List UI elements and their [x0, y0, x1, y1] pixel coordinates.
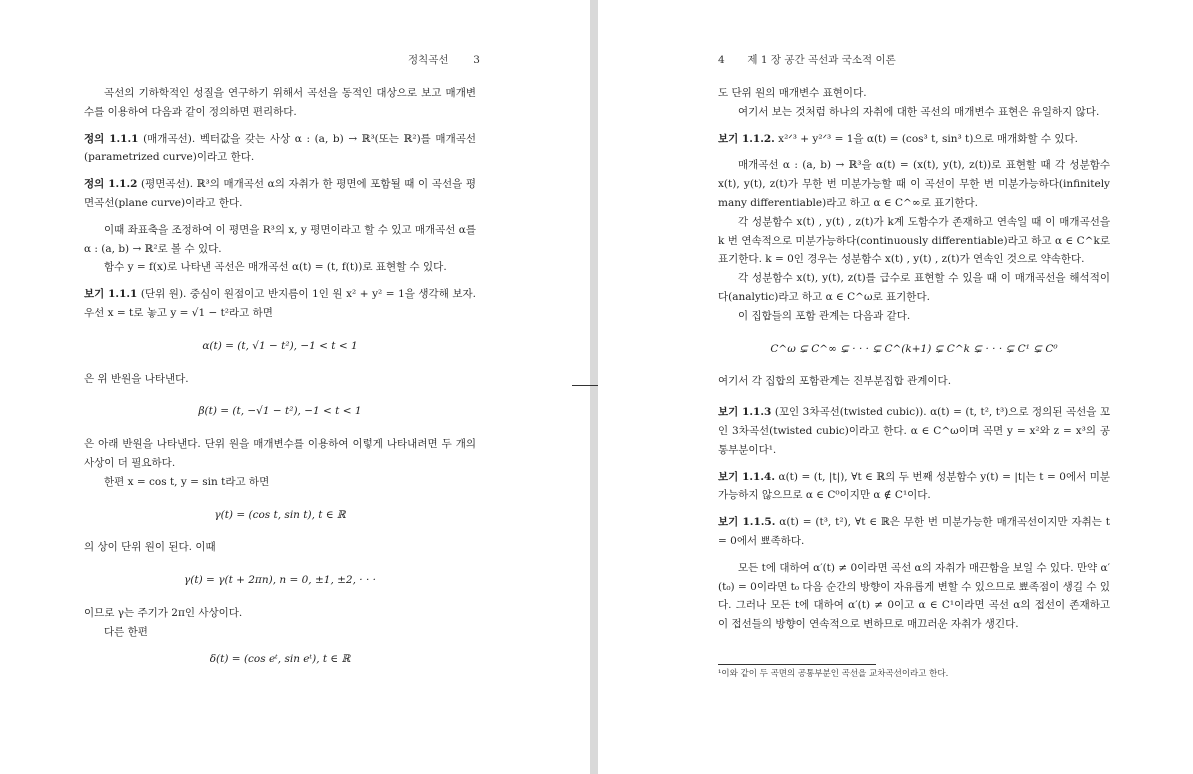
equation-beta: β(t) = (t, −√1 − t²), −1 < t < 1 — [198, 405, 362, 418]
def-1-title: (매개곡선). — [143, 132, 196, 145]
example-1-1-2 — [718, 130, 1110, 149]
ex-1-title: (단위 원). — [140, 288, 187, 301]
inclusion-text: 여기서 각 집합의 포함관계는 진부분집합 관계이다. — [718, 375, 952, 388]
footnote: ¹이와 같이 두 곡면의 공통부분인 곡선을 교차곡선이라고 한다. — [718, 668, 949, 679]
inclusion-paragraph: 이 집합들의 포함 관계는 다음과 같다. — [738, 309, 911, 322]
example-1-1-1 — [84, 285, 476, 323]
period-text: 이므로 γ는 주기가 2π인 사상이다. — [84, 606, 243, 619]
def-2-body: ℝ³의 매개곡선 α의 자취가 한 평면에 포함될 때 이 곡선을 평면곡선(plane curve)이라고 한다. — [84, 178, 476, 209]
equation-inclusion: C^ω ⊊ C^∞ ⊊ · · · ⊊ C^(k+1) ⊊ C^k ⊊ · · · ⊊ C¹ ⊊ C⁰ — [770, 342, 1058, 355]
left-page — [0, 0, 590, 774]
def-2-title: (평면곡선). — [141, 178, 194, 191]
example-1-1-4 — [718, 468, 1110, 506]
continuation-line: 도 단위 원의 매개변수 표현이다. — [718, 87, 867, 99]
analytic-paragraph: 각 성분함수 x(t), y(t), z(t)를 급수로 표현할 수 있을 때 이 매개곡선을 해석적이다(analytic)라고 하고 α ∈ C^ω로 표기한다. — [718, 272, 1110, 303]
equation-delta: δ(t) = (cos eᵗ, sin eᵗ), t ∈ ℝ — [209, 652, 351, 665]
ex-5-body: α(t) = (t³, t²), ∀t ∈ ℝ은 무한 번 미분가능한 매개곡선이지만 자취는 t = 0에서 뾰족하다. — [718, 516, 1111, 547]
equation-alpha: α(t) = (t, √1 − t²), −1 < t < 1 — [202, 339, 358, 352]
right-header-title: 제 1 장 공간 곡선과 국소적 이론 — [747, 54, 896, 66]
intro-paragraph: 곡선의 기하학적인 성질을 연구하기 위해서 곡선을 동적인 대상으로 보고 매개변수를 이용하여 다음과 같이 정의하면 편리하다. — [84, 87, 476, 118]
right-content — [718, 84, 1110, 681]
right-page — [598, 0, 1193, 774]
ex-2-label: 보기 1.1.2. — [718, 132, 775, 145]
ex-5-label: 보기 1.1.5. — [718, 516, 776, 529]
ex-3-label: 보기 1.1.3 — [718, 406, 772, 419]
equation-gamma: γ(t) = (cos t, sin t), t ∈ ℝ — [214, 508, 346, 521]
left-page-number: 3 — [473, 54, 480, 66]
left-running-head — [408, 52, 480, 67]
ex-4-label: 보기 1.1.4. — [718, 470, 775, 483]
example-1-1-5 — [718, 513, 1110, 551]
definition-1-1-2 — [84, 175, 476, 213]
ex-1-body: 중심이 원점이고 반지름이 1인 원 x² + y² = 1을 생각해 보자. 우선 x = t로 놓고 y = √1 − t²라고 하면 — [84, 288, 476, 319]
other-text: 다른 한편 — [104, 625, 148, 638]
ex-4-body: α(t) = (t, |t|), ∀t ∈ ℝ의 두 번째 성분함수 y(t) = |t|는 t = 0에서 미분가능하지 않으므로 α ∈ C⁰이지만 α ∉ C¹이다. — [718, 470, 1111, 502]
ex-2-body: x²ᐟ³ + y²ᐟ³ = 1을 α(t) = (cos³ t, sin³ t)으로 매개화할 수 있다. — [778, 132, 1078, 145]
non-unique-line: 여기서 보는 것처럼 하나의 자취에 대한 곡선의 매개변수 표현은 유일하지 않다. — [738, 105, 1100, 118]
right-running-head — [718, 52, 896, 67]
def-1-body: 벡터값을 갖는 사상 α : (a, b) → ℝ³(또는 ℝ²)를 매개곡선(parametrized curve)이라고 한다. — [84, 132, 476, 164]
cos-sin-text: 한편 x = cos t, y = sin t라고 하면 — [104, 475, 270, 488]
ck-paragraph: 각 성분함수 x(t) , y(t) , z(t)가 k계 도함수가 존재하고 연속일 때 이 매개곡선을 k 번 연속적으로 미분가능하다(continuously differentiable)라고 하고 α ∈ C^k로 표기한다. k = 0인 경우는 성분함수 x(t) , y(t) , z(t)가 연속인 것으로 약속한다. — [718, 215, 1110, 266]
ex-3-title: (꼬인 3차곡선(twisted cubic)). — [774, 406, 927, 419]
def-2-label: 정의 1.1.2 — [84, 178, 138, 191]
left-header-title: 정칙곡선 — [408, 54, 449, 66]
function-paragraph: 함수 y = f(x)로 나타낸 곡선은 매개곡선 α(t) = (t, f(t))로 표현할 수 있다. — [104, 261, 447, 274]
ex-1-label: 보기 1.1.1 — [84, 288, 138, 301]
unit-circle-text: 의 상이 단위 원이 된다. 이때 — [84, 541, 216, 554]
left-content — [84, 84, 476, 674]
equation-period: γ(t) = γ(t + 2πn), n = 0, ±1, ±2, · · · — [184, 574, 376, 587]
example-1-1-3 — [718, 403, 1110, 459]
upper-semicircle-text: 은 위 반원을 나타낸다. — [84, 372, 189, 385]
def-1-label: 정의 1.1.1 — [84, 132, 139, 145]
regular-curve-paragraph: 모든 t에 대하여 α′(t) ≠ 0이라면 곡선 α의 자취가 매끈함을 보일 수 있다. 만약 α′(t₀) = 0이라면 t₀ 다음 순간의 방향이 자유롭게 변할 수 있으므로 뾰족점이 생길 수 있다. 그러나 모든 t에 대하여 α′(t) ≠ 0이고 α ∈ C¹이라면 곡선 α의 접선이 존재하고 이 접선들의 방향이 연속적으로 변하므로 매끄러운 자취가 생긴다. — [718, 561, 1110, 631]
definition-1-1-1 — [84, 130, 476, 168]
footnote-rule — [718, 664, 876, 665]
right-page-number: 4 — [718, 54, 725, 66]
lower-semicircle-text: 은 아래 반원을 나타낸다. 단위 원을 매개변수를 이용하여 이렇게 나타내려면 두 개의 사상이 더 필요하다. — [84, 438, 476, 469]
smooth-paragraph: 매개곡선 α : (a, b) → ℝ³을 α(t) = (x(t), y(t), z(t))로 표현할 때 각 성분함수 x(t), y(t), z(t)가 무한 번 미분가능할 때 이 곡선이 무한 번 미분가능하다(infinitely many differentiable)라고 하고 α ∈ C^∞로 표기한다. — [718, 159, 1110, 209]
ex-3-body: α(t) = (t, t², t³)으로 정의된 곡선을 꼬인 3차곡선(twisted cubic)이라고 한다. α ∈ C^ω이며 곡면 y = x²와 z = x³의 공통부분이다¹. — [718, 406, 1110, 456]
axes-paragraph: 이때 좌표축을 조정하여 이 평면을 R³의 x, y 평면이라고 할 수 있고 매개곡선 α를 α : (a, b) → ℝ²로 볼 수 있다. — [84, 223, 476, 255]
